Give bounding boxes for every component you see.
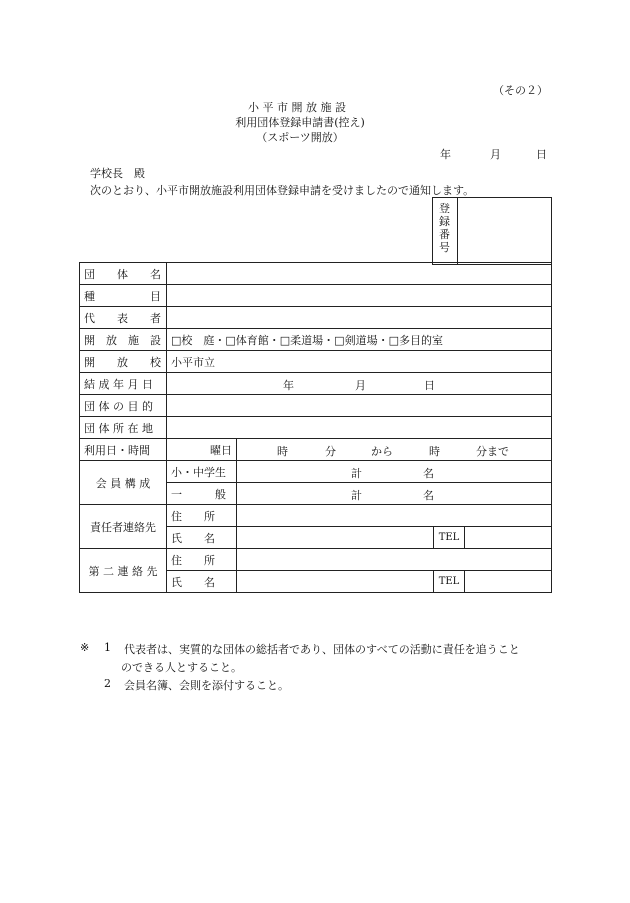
location-label: 団 体 所 在 地 bbox=[80, 417, 167, 439]
title-line3-text: （スポーツ開放） bbox=[256, 131, 344, 144]
title-line1 bbox=[0, 99, 630, 115]
second-tel-label: TEL bbox=[434, 571, 465, 593]
location-field[interactable] bbox=[167, 417, 552, 439]
note1-number: 1 bbox=[104, 641, 111, 654]
row-category bbox=[80, 285, 552, 307]
founded-month: 月 bbox=[355, 379, 366, 392]
contact-address-field[interactable] bbox=[237, 505, 552, 527]
date-month: 月 bbox=[490, 148, 501, 161]
registration-number-field[interactable] bbox=[458, 198, 551, 264]
contact-tel-field[interactable] bbox=[465, 527, 552, 549]
title-line2-text: 利用団体登録申請書(控え) bbox=[235, 116, 365, 129]
second-name-label: 氏 名 bbox=[167, 571, 237, 593]
members-child-people: 名 bbox=[423, 467, 434, 480]
usage-time-field[interactable] bbox=[237, 439, 552, 461]
usage-weekday-cell[interactable] bbox=[167, 439, 237, 461]
note1-text: 代表者は、実質的な団体の総括者であり、団体のすべての活動に責任を追うこと bbox=[124, 643, 520, 656]
contact-tel-label: TEL bbox=[434, 527, 465, 549]
registration-number-label-cell bbox=[433, 198, 458, 264]
purpose-field[interactable] bbox=[167, 395, 552, 417]
row-contact-address bbox=[80, 505, 552, 527]
members-child-total: 計 bbox=[351, 467, 362, 480]
usage-hour-start: 時 bbox=[277, 445, 288, 458]
members-general-field[interactable] bbox=[237, 483, 552, 505]
founded-year: 年 bbox=[283, 379, 294, 392]
group-name-field[interactable] bbox=[167, 263, 552, 285]
intro-text: 次のとおり、小平市開放施設利用団体登録申請を受けましたので通知します。 bbox=[90, 184, 475, 197]
school-label: 開 放 校 bbox=[80, 351, 167, 373]
members-general-total: 計 bbox=[351, 489, 362, 502]
row-founded bbox=[80, 373, 552, 395]
category-label: 種 目 bbox=[80, 285, 167, 307]
founded-day: 日 bbox=[424, 379, 435, 392]
registration-number-label: 登録番号 bbox=[439, 202, 450, 254]
members-child-field[interactable] bbox=[237, 461, 552, 483]
second-address-field[interactable] bbox=[237, 549, 552, 571]
row-school bbox=[80, 351, 552, 373]
usage-minute-until: 分まで bbox=[476, 445, 509, 458]
representative-label: 代 表 者 bbox=[80, 307, 167, 329]
row-usage bbox=[80, 439, 552, 461]
usage-hour-end: 時 bbox=[429, 445, 440, 458]
row-purpose bbox=[80, 395, 552, 417]
second-contact-label: 第 二 連 絡 先 bbox=[80, 549, 167, 593]
date-day: 日 bbox=[536, 148, 547, 161]
second-tel-field[interactable] bbox=[465, 571, 552, 593]
group-name-label: 団 体 名 bbox=[80, 263, 167, 285]
application-form-table bbox=[79, 262, 552, 593]
row-facility bbox=[80, 329, 552, 351]
founded-field[interactable] bbox=[167, 373, 552, 395]
members-child-label: 小・中学生 bbox=[167, 461, 237, 483]
contact-name-label: 氏 名 bbox=[167, 527, 237, 549]
representative-field[interactable] bbox=[167, 307, 552, 329]
usage-minute-start: 分 bbox=[325, 445, 336, 458]
second-name-field[interactable] bbox=[237, 571, 434, 593]
school-field[interactable]: 小平市立 bbox=[167, 351, 552, 373]
title-line2 bbox=[0, 114, 630, 130]
second-address-label: 住 所 bbox=[167, 549, 237, 571]
usage-weekday: 曜日 bbox=[210, 443, 232, 457]
facility-label: 開 放 施 設 bbox=[80, 329, 167, 351]
page-tag: （その２） bbox=[493, 84, 548, 97]
note2-number: 2 bbox=[104, 677, 111, 690]
notes-mark: ※ bbox=[80, 641, 90, 654]
usage-label: 利用日・時間 bbox=[80, 439, 167, 461]
contact-label: 責任者連絡先 bbox=[80, 505, 167, 549]
row-second-address bbox=[80, 549, 552, 571]
contact-name-field[interactable] bbox=[237, 527, 434, 549]
title-line1-text: 小 平 市 開 放 施 設 bbox=[248, 101, 346, 114]
members-general-label: 一 般 bbox=[167, 483, 237, 505]
row-representative bbox=[80, 307, 552, 329]
date-year: 年 bbox=[440, 148, 451, 161]
purpose-label: 団 体 の 目 的 bbox=[80, 395, 167, 417]
row-location bbox=[80, 417, 552, 439]
title-line3 bbox=[0, 129, 630, 145]
row-group-name bbox=[80, 263, 552, 285]
usage-from: から bbox=[371, 445, 393, 458]
note2-text: 会員名簿、会則を添付すること。 bbox=[124, 679, 289, 692]
members-label: 会 員 構 成 bbox=[80, 461, 167, 505]
members-general-people: 名 bbox=[423, 489, 434, 502]
addressee: 学校長 殿 bbox=[90, 167, 145, 180]
contact-address-label: 住 所 bbox=[167, 505, 237, 527]
note1-text-cont: のできる人とすること。 bbox=[121, 661, 242, 674]
category-field[interactable] bbox=[167, 285, 552, 307]
founded-label: 結 成 年 月 日 bbox=[80, 373, 167, 395]
facility-options[interactable]: □校 庭・□体育館・□柔道場・□剣道場・□多目的室 bbox=[167, 329, 552, 351]
registration-number-box bbox=[432, 197, 552, 265]
row-members-child bbox=[80, 461, 552, 483]
